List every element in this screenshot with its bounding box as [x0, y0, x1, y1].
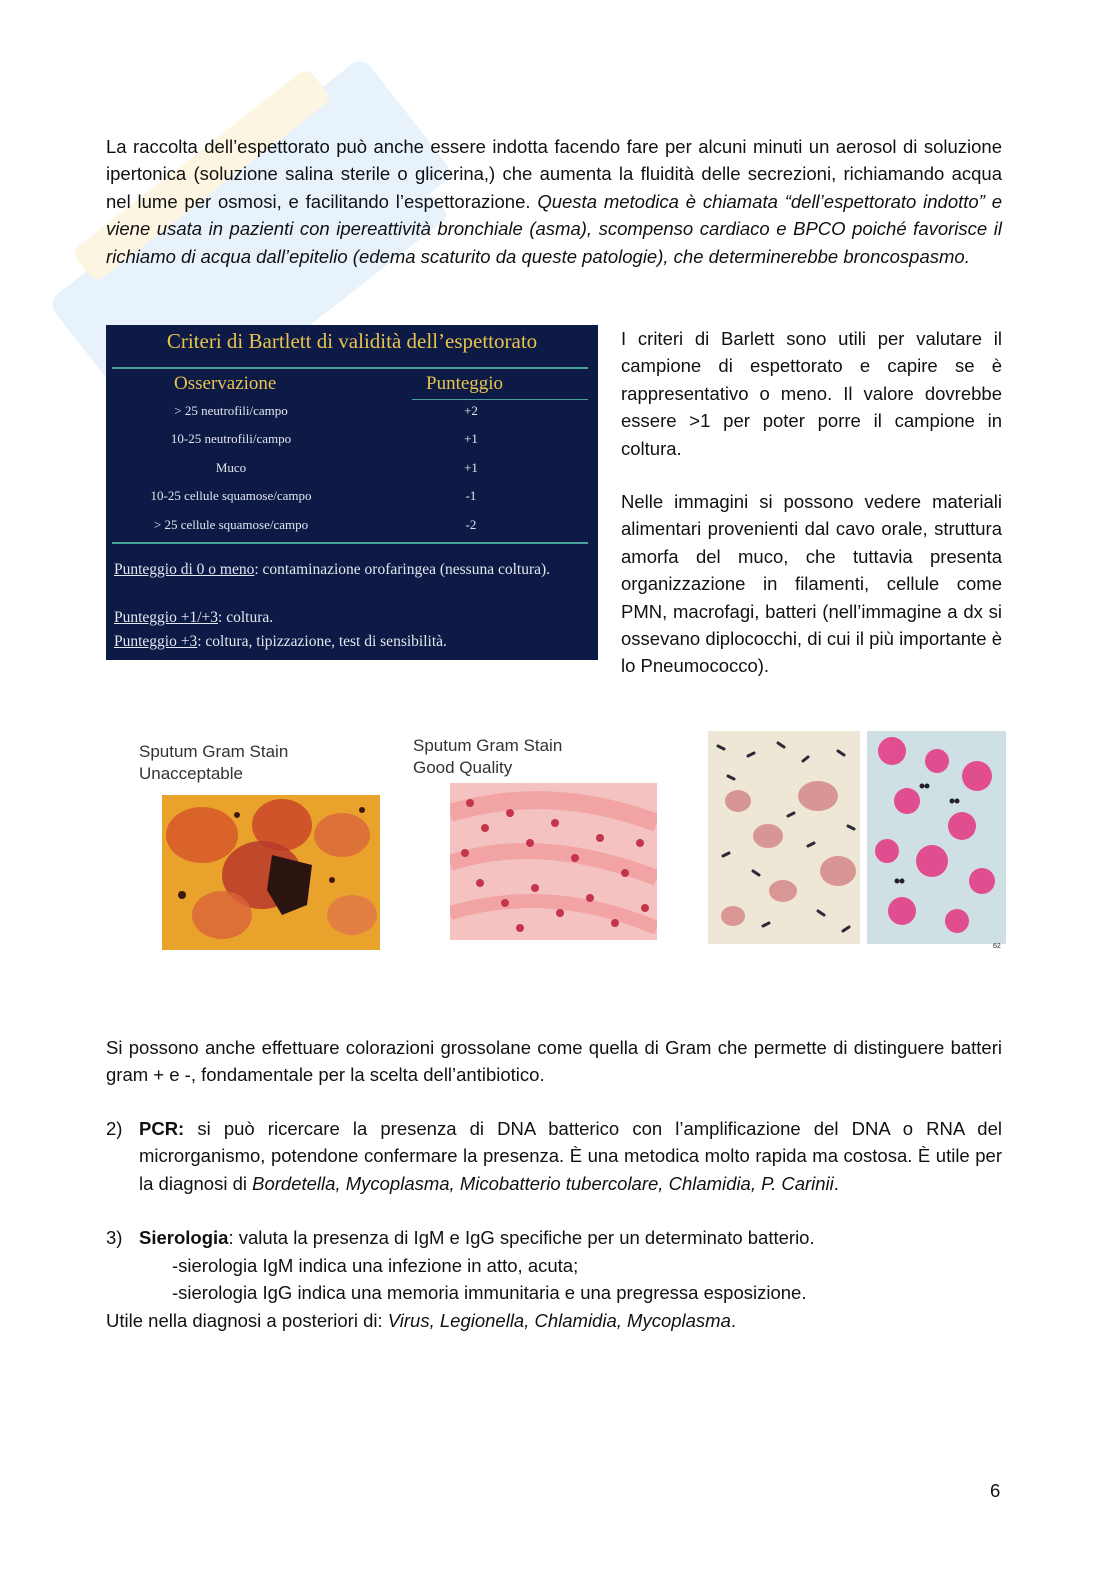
footnote-2-label: Punteggio +1/+3	[114, 609, 219, 626]
useful-line	[106, 1307, 736, 1334]
slide-col-divider	[412, 399, 588, 400]
slide-row-score: +1	[464, 460, 478, 475]
useful-text: Utile nella diagnosi a posteriori di:	[106, 1310, 388, 1331]
gram-paragraph: Si possono anche effettuare colorazioni grossolane come quella di Gram che permette di distinguere batteri gram + e -, fondamentale per la scelta dell’antibiotico.	[106, 1037, 1002, 1086]
sero-label: Sierologia	[139, 1227, 229, 1248]
pcr-paragraph	[139, 1115, 1002, 1197]
caption-good-line2: Good Quality	[413, 758, 513, 777]
footnote-3-label: Punteggio +3	[114, 633, 198, 650]
slide-row-score: +1	[464, 431, 478, 446]
slide-col-observation: Osservazione	[174, 373, 277, 394]
slide-footnote-3	[114, 630, 574, 654]
sero-text: : valuta la presenza di IgM e IgG specifiche per un determinato batterio.	[228, 1227, 815, 1248]
footnote-2-text: : coltura.	[218, 609, 274, 626]
intro-paragraph	[106, 133, 1002, 270]
useful-end: .	[730, 1310, 737, 1331]
caption-unacceptable	[139, 741, 288, 785]
useful-italic: Virus, Legionella, Chlamidia, Mycoplasma	[387, 1310, 731, 1331]
right-paragraph-1: I criteri di Barlett sono utili per valutare il campione di espettorato e capire se è rappresentativo o meno. Il valore dovrebbe essere >1 per poter porre il campione in coltura.	[621, 328, 1002, 459]
list-number-pcr: 2)	[106, 1118, 123, 1139]
caption-good-line1: Sputum Gram Stain	[413, 736, 563, 755]
micrograph-unacceptable	[162, 795, 380, 950]
sero-line-1	[139, 1224, 1002, 1251]
slide-row-score: -2	[465, 517, 477, 532]
caption-good-quality	[413, 735, 562, 779]
caption-unacceptable-line2: Unacceptable	[139, 764, 243, 783]
list-number-sero: 3)	[106, 1227, 123, 1248]
page-number: 6	[990, 1480, 1001, 1501]
slide-row-score: +2	[464, 403, 478, 418]
sero-line-2: -sierologia IgM indica una infezione in atto, acuta;	[172, 1255, 579, 1276]
intro-text: La raccolta dell’espettorato può anche essere indotta facendo fare per alcuni minuti un aerosol di soluzione ipertonica (soluzione salina sterile o glicerina,) che aumenta la fluidità delle secrezioni, richiamando acqua nel lume per osmosi, e facilitando l’espettorazione.	[106, 136, 1002, 212]
intro-italic-text: Questa metodica è chiamata “dell’espettorato indotto” e viene usata in pazienti con ipereattività bronchiale (asma), scompenso cardiaco e BPCO poiché favorisce il richiamo di acqua dall’epitelio (edema scaturito da queste patologie), che determinerebbe broncospasmo.	[106, 190, 1002, 267]
slide-title: Criteri di Bartlett di validità dell’espettorato	[166, 329, 538, 353]
slide-divider-bottom	[112, 542, 588, 544]
right-paragraph-2: Nelle immagini si possono vedere materiali alimentari provenienti dal cavo orale, struttura amorfa del muco, che tuttavia presenta organizzazione in filamenti, cellule come PMN, macrofagi, batteri (nell’immagine a dx si ossevano diplococchi, di cui il più importante è lo Pneumococco).	[621, 491, 1002, 677]
slide-row-obs: 10-25 neutrofili/campo	[170, 431, 292, 446]
micrograph-bacteria	[708, 731, 860, 944]
slide-row-obs: Muco	[215, 460, 247, 475]
pcr-end: .	[833, 1172, 839, 1194]
micrograph-pmn	[867, 731, 1006, 944]
caption-unacceptable-line1: Sputum Gram Stain	[139, 742, 289, 761]
micrograph-label: 62	[993, 943, 1001, 950]
slide-footnote-1	[114, 558, 574, 582]
slide-row-score: -1	[465, 488, 477, 503]
slide-footnote-2	[114, 606, 574, 630]
footnote-3-text: : coltura, tipizzazione, test di sensibilità.	[197, 633, 447, 650]
pcr-label: PCR:	[139, 1118, 185, 1139]
micrograph-good-quality	[450, 783, 657, 940]
footnote-1-label: Punteggio di 0 o meno	[114, 561, 255, 578]
pcr-italic: Bordetella, Mycoplasma, Micobatterio tubercolare, Chlamidia, P. Carinii	[252, 1172, 834, 1194]
sero-line-3: -sierologia IgG indica una memoria immunitaria e una pregressa esposizione.	[172, 1282, 807, 1303]
bartlett-criteria-slide	[106, 325, 598, 660]
slide-row-obs: > 25 cellule squamose/campo	[153, 517, 309, 532]
slide-row-obs: 10-25 cellule squamose/campo	[150, 488, 312, 503]
slide-row-obs: > 25 neutrofili/campo	[174, 403, 288, 418]
footnote-1-text: : contaminazione orofaringea (nessuna coltura).	[254, 561, 551, 578]
pcr-text: si può ricercare la presenza di DNA batterico con l’amplificazione del DNA o RNA del microrganismo, potendone confermare la presenza. È una metodica molto rapida ma costosa. È utile per la diagnosi di	[139, 1118, 1002, 1194]
slide-col-score: Punteggio	[426, 373, 504, 394]
slide-divider-top	[112, 367, 588, 369]
